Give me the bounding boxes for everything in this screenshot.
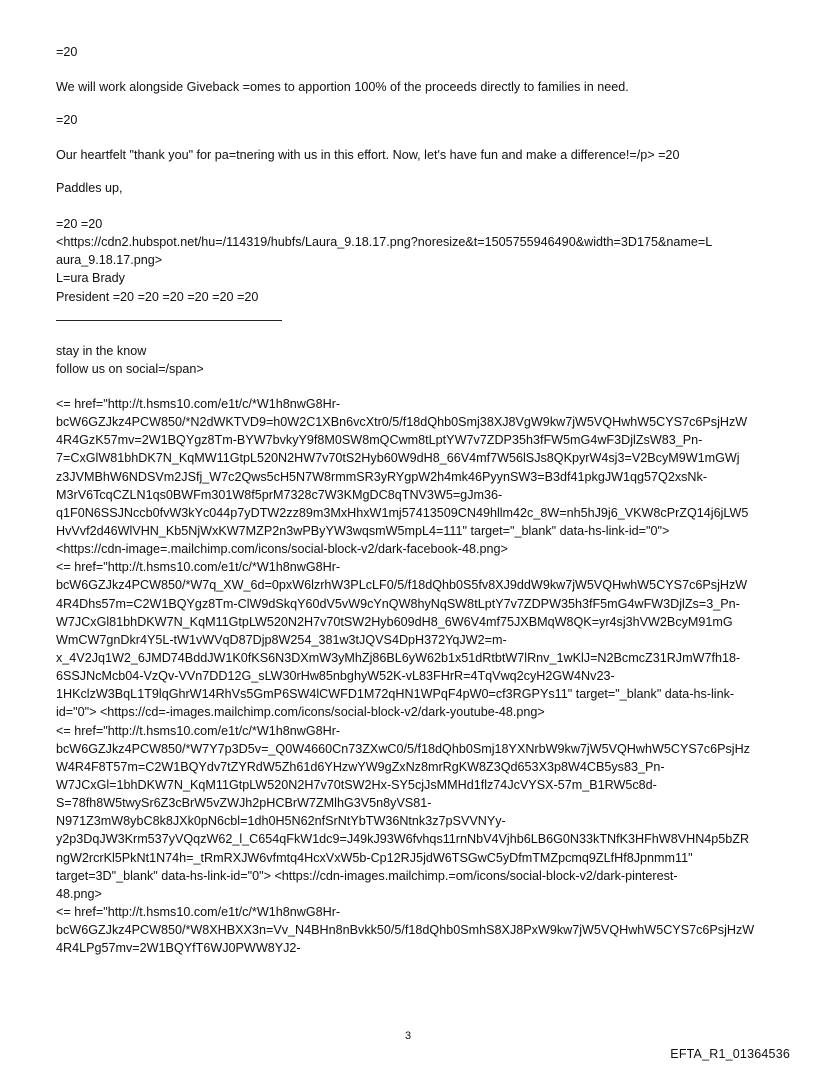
text-line: President =20 =20 =20 =20 =20 =20 xyxy=(56,289,259,304)
text-line: =20 xyxy=(56,45,78,59)
text-line: aura_9.18.17.png> xyxy=(56,253,163,268)
text-line: q1F0N6SSJNccb0fvW3kYc044p7yDTW2zz89m3MxHhxW1mj57413509CN49hllm42c_8W=nh5hJ9j6_VKW8cPrZQ14j6jLW5 xyxy=(56,505,749,520)
text-line: W7JCxGl81bhDKW7N_KqM11GtpLW520N2H7v70tSW2Hyb609dH8_6W6V4mf75JXBMqW8QK=yr4sj3hVW2BcyM91mG xyxy=(56,614,733,629)
footer-document-id: EFTA_R1_01364536 xyxy=(670,1047,790,1061)
horizontal-rule xyxy=(56,320,282,321)
text-line: M3rV6TcqCZLN1qs0BWFm301W8f5prM7328c7W3KMgDC8qTNV3W5=gJm36- xyxy=(56,487,503,502)
text-line: x_4V2Jq1W2_6JMD74BddJW1K0fKS6N3DXmW3yMhZj86BL6yW62b1x51dRtbtW7lRnv_1wKlJ=N2BcmcZ31RJmW7fh18- xyxy=(56,650,741,665)
page-number: 3 xyxy=(404,1030,412,1042)
text-line: bcW6GZJkz4PCW850/*W8XHBXX3n=Vv_N4BHn8nBvkk50/5/f18dQhb0SmhS8XJ8PxW9kw7jW5VQHwhW5CYS7c6PsjHzW xyxy=(56,923,755,938)
text-line: z3JVMBhW6NDSVm2JSfj_W7c2Qws5cH5N7W8rmmSR3yRYgpW2h4mk46PyynSW3=B3df41pkgJW1qg57Q2xsNk- xyxy=(56,469,708,484)
text-line: bcW6GZJkz4PCW850/*N2dWKTVD9=h0W2C1XBn6vcXtr0/5/f18dQhb0Smj38XJ8VgW9kw7jW5VQHwhW5CYS7c6PsjHzW xyxy=(56,415,748,430)
text-line: N971Z3mW8ybC8k8JXk0pN6cbl=1dh0H5N62nfSrNtYbTW36Ntnk3z7pSVVNYy- xyxy=(56,814,506,829)
paragraph-3 xyxy=(56,111,776,129)
text-line: stay in the know xyxy=(56,344,147,358)
text-line: y2p3DqJW3Krm537yVQqzW62_l_C654qFkW1dc9=J49kJ93W6fvhqs11rnNbV4Vjhb6LB6G0N33kTNfK3HFhW8VHN4p5bZR xyxy=(56,832,750,847)
text-line: bcW6GZJkz4PCW850/*W7Y7p3D5v=_Q0W4660Cn73ZXwC0/5/f18dQhb0Smj18YXNrbW9kw7jW5VQHwhW5CYS7c6PsjHz xyxy=(56,741,750,756)
text-line: ngW2rcrKl5PkNt1N74h=_tRmRXJW6vfmtq4HcxVxW5b-Cp12RJ5jdW6TSGwC5yDfmTMZpcmq9ZLfHf8Jpnmm11" xyxy=(56,850,693,865)
text-line: Paddles up, xyxy=(56,181,123,195)
text-line: W4R4F8T57m=C2W1BQYdv7tZYRdW5Zh61d6YHzwYW9gZxNz8mrRgKW8Z3Qd653X3p8W4CB5ys83_Pn- xyxy=(56,759,665,774)
text-line: 4R4LPg57mv=2W1BQYfT6WJ0PWW8YJ2- xyxy=(56,941,301,956)
text-line: L=ura Brady xyxy=(56,271,125,286)
paragraph-4 xyxy=(56,146,776,164)
text-line: 4R4GzK57mv=2W1BQYgz8Tm-BYW7bvkyY9f8M0SW8mQCwm8tLptYW7v7ZDP35h3fFW5mG4wF3DjlZsW83_Pn- xyxy=(56,433,703,448)
text-line: 4R4Dhs57m=C2W1BQYgz8Tm-ClW9dSkqY60dV5vW9cYnQW8hyNqSW8tLptY7v7ZDPW35h3fF5mG4wFW3DjlZs=3_Pn- xyxy=(56,596,740,611)
text-line: 7=CxGlW81bhDK7N_KqMW11GtpL520N2HW7v70tS2Hyb60W9dH8_66V4mf7W56lSJs8QKpyrW4sj3=V2BcyM9W1mGWj xyxy=(56,451,740,466)
text-line: W7JCxGl=1bhDKW7N_KqM11GtpLW520N2H7v70tSW2Hx-SY5cjJsMMHd1flz74JcVYSX-57m_B1RW5c8d- xyxy=(56,777,657,792)
text-line: 1HKclzW3BqL1T9lqGhrW14RhVs5GmP6SW4lCWFD1M72qHN1WPqF4pW0=cf3RGPYs11" target="_blank" data-hs-link- xyxy=(56,687,735,702)
text-line: Our heartfelt "thank you" for pa=tnering with us in this effort. Now, let's have fun and make a difference!=/p> =20 xyxy=(56,148,680,162)
text-line: WmCW7gnDkr4Y5L-tW1vWVqD87Djp8W254_381w3tJQVS4DpH372YqJW2=m- xyxy=(56,632,507,647)
text-line: 48.png> xyxy=(56,886,102,901)
text-line: follow us on social=/span> xyxy=(56,362,204,377)
text-line: id="0"> <https://cd=-images.mailchimp.com/icons/social-block-v2/dark-youtube-48.png> xyxy=(56,705,545,720)
text-line: 6SSJNcMcb04-VzQv-VVn7DD12G_sLW30rHw85nbghyW52K-vL83FHrR=4TqVwq2cyH2GW4Nv23- xyxy=(56,669,615,684)
text-line: <https://cdn-image=.mailchimp.com/icons/social-block-v2/dark-facebook-48.png> xyxy=(56,542,508,557)
text-line: target=3D"_blank" data-hs-link-id="0"> <https://cdn-images.mailchimp.=om/icons/social-block-v2/dark-pinterest- xyxy=(56,868,678,883)
social-block xyxy=(56,342,776,378)
signature-block xyxy=(56,215,776,306)
text-line: =20 =20 xyxy=(56,217,103,231)
text-line: <https://cdn2.hubspot.net/hu=/114319/hubfs/Laura_9.18.17.png?noresize&t=1505755946490&width=3D175&name=L xyxy=(56,235,713,250)
paragraph-2 xyxy=(56,78,776,96)
text-line: <= href="http://t.hsms10.com/e1t/c/*W1h8nwG8Hr- xyxy=(56,723,341,738)
text-line: =20 xyxy=(56,113,78,127)
text-line: bcW6GZJkz4PCW850/*W7q_XW_6d=0pxW6lzrhW3PLcLF0/5/f18dQhb0S5fv8XJ9ddW9kw7jW5VQHwhW5CYS7c6PsjHzW xyxy=(56,578,748,593)
paragraph-1 xyxy=(56,43,776,61)
text-line: HvVvf2d46WlVHN_Kb5NjWxKW7MZP2n3wPByYW3wqsmW5mpL4=111" target="_blank" data-hs-link-id="0"> xyxy=(56,523,670,538)
link-markup-block xyxy=(56,395,776,957)
text-line: <= href="http://t.hsms10.com/e1t/c/*W1h8nwG8Hr- xyxy=(56,397,341,411)
paragraph-5 xyxy=(56,179,776,197)
text-line: <= href="http://t.hsms10.com/e1t/c/*W1h8nwG8Hr- xyxy=(56,904,341,919)
text-line: S=78fh8W5twySr6Z3cBrW5vZWJh2pHCBrW7ZMlhG3V5n8yVS81- xyxy=(56,796,432,811)
text-line: We will work alongside Giveback =omes to apportion 100% of the proceeds directly to families in need. xyxy=(56,80,629,94)
text-line: <= href="http://t.hsms10.com/e1t/c/*W1h8nwG8Hr- xyxy=(56,560,341,575)
